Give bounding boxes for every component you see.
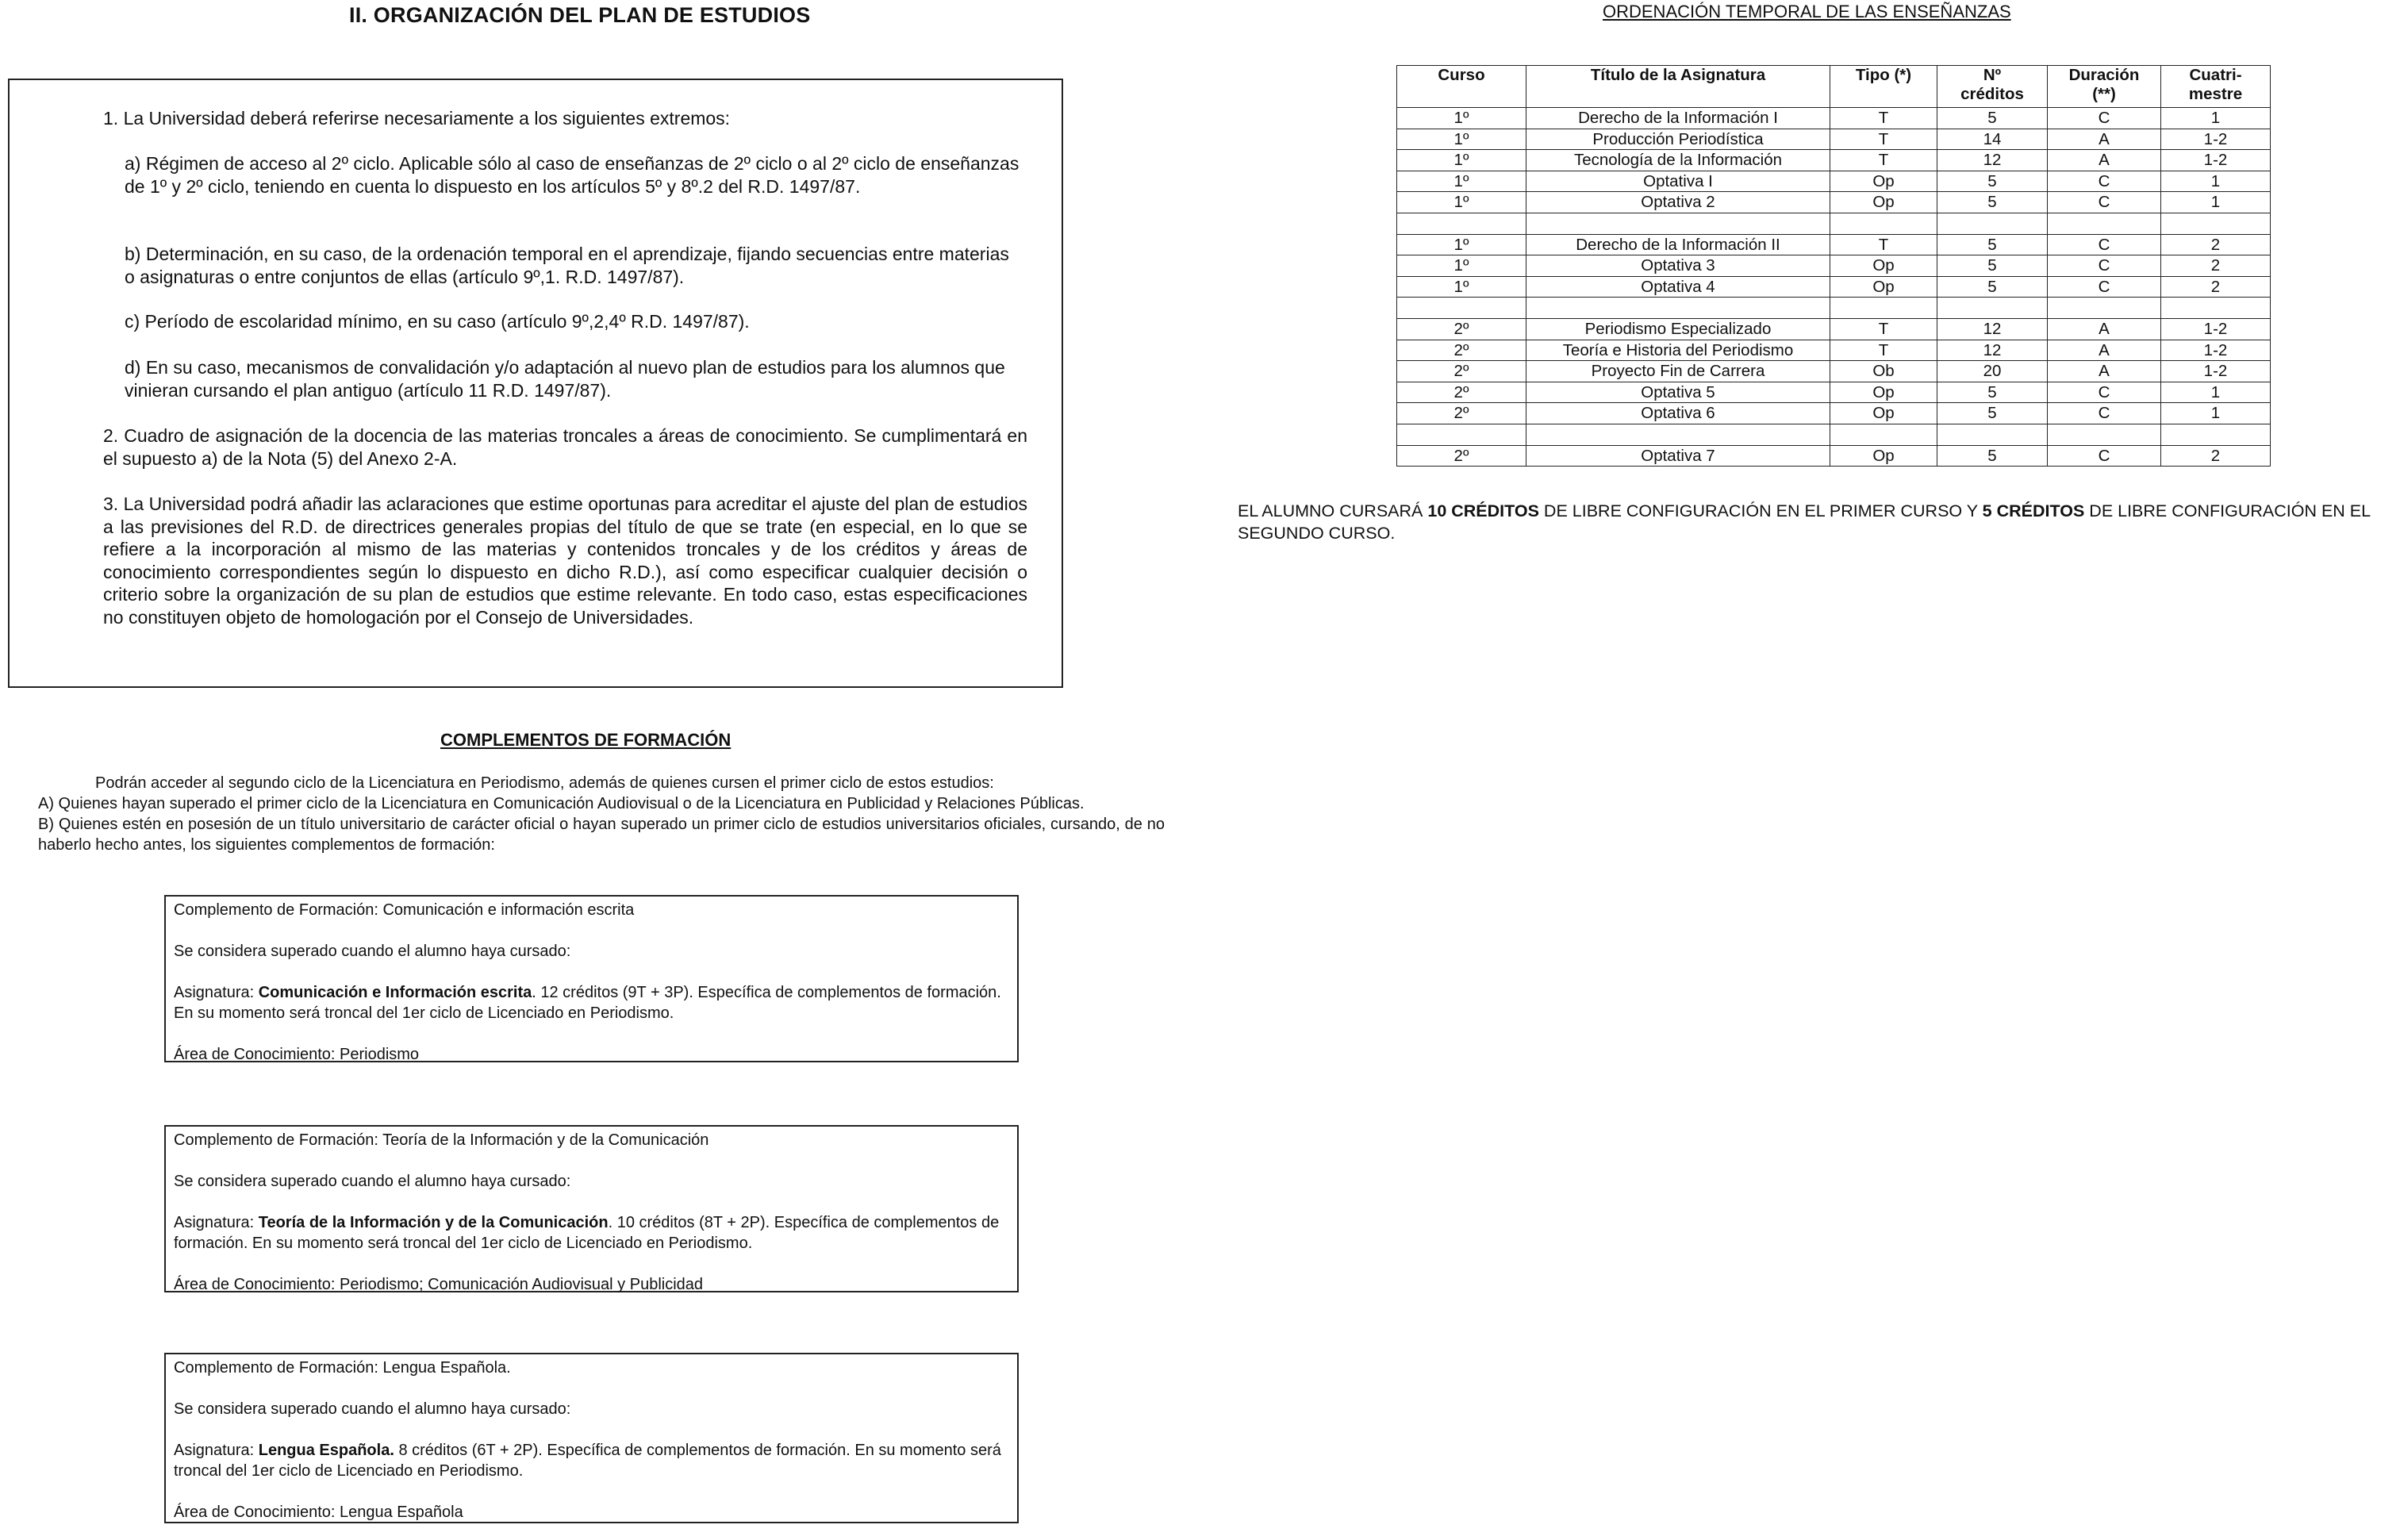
cell-cuatrimestre: 1-2: [2161, 318, 2271, 340]
cell-tipo: Op: [1830, 445, 1937, 467]
table-spacer-row: [1397, 213, 2271, 234]
table-row: [1397, 255, 2271, 277]
cell-tipo: Op: [1830, 276, 1937, 298]
org-item-d: d) En su caso, mecanismos de convalidación y/o adaptación al nuevo plan de estudios para los alumnos que vinieran cursando el plan antiguo (artículo 11 R.D. 1497/87).: [125, 357, 1005, 401]
cell-creditos: 5: [1937, 255, 2048, 277]
complemento-heading: Complemento de Formación: Lengua Española.: [174, 1359, 511, 1377]
cell-titulo: Proyecto Fin de Carrera: [1526, 361, 1830, 382]
cell-tipo: [1830, 424, 1937, 445]
cell-tipo: T: [1830, 150, 1937, 171]
section-title-organizacion: II. ORGANIZACIÓN DEL PLAN DE ESTUDIOS: [349, 3, 811, 27]
cell-curso: 1º: [1397, 276, 1526, 298]
complemento-area: Área de Conocimiento: Periodismo; Comunicación Audiovisual y Publicidad: [174, 1276, 704, 1293]
organizacion-box: [8, 79, 1063, 688]
cell-curso: 2º: [1397, 382, 1526, 403]
complemento-area: Área de Conocimiento: Lengua Española: [174, 1504, 463, 1521]
complementos-intro: [38, 773, 1165, 855]
cell-curso: 1º: [1397, 255, 1526, 277]
cell-titulo: [1526, 424, 1830, 445]
org-item-a: a) Régimen de acceso al 2º ciclo. Aplicable sólo al caso de enseñanzas de 2º ciclo o al 2º ciclo de enseñanzas de 1º y 2º ciclo, teniendo en cuenta lo dispuesto en los artículos 5º y 8º.2 del R.D. 1497/87.: [125, 153, 1020, 197]
cell-tipo: Op: [1830, 382, 1937, 403]
cell-tipo: T: [1830, 108, 1937, 129]
cell-titulo: Optativa 2: [1526, 192, 1830, 213]
cell-cuatrimestre: 1: [2161, 171, 2271, 192]
cell-creditos: 14: [1937, 129, 2048, 150]
org-item-b: b) Determinación, en su caso, de la ordenación temporal en el aprendizaje, fijando secuencias entre materias o asignaturas o entre conjuntos de ellas (artículo 9º,1. R.D. 1497/87).: [125, 244, 1009, 287]
cell-cuatrimestre: 1-2: [2161, 129, 2271, 150]
cell-duracion: C: [2048, 445, 2161, 467]
org-item-c: c) Período de escolaridad mínimo, en su caso (artículo 9º,2,4º R.D. 1497/87).: [125, 311, 750, 332]
cell-creditos: 5: [1937, 445, 2048, 467]
cell-tipo: Op: [1830, 255, 1937, 277]
table-row: [1397, 150, 2271, 171]
complemento-superado: Se considera superado cuando el alumno haya cursado:: [174, 1400, 571, 1418]
cell-titulo: Teoría e Historia del Periodismo: [1526, 340, 1830, 361]
note-text-3: DE LIBRE CONFIGURACIÓN EN EL SEGUNDO CURSO.: [1238, 501, 2371, 543]
cell-duracion: [2048, 213, 2161, 234]
org-item-1: 1. La Universidad deberá referirse necesariamente a los siguientes extremos:: [103, 108, 731, 129]
cell-tipo: Op: [1830, 171, 1937, 192]
table-row: [1397, 108, 2271, 129]
cell-creditos: 12: [1937, 340, 2048, 361]
cell-tipo: Op: [1830, 192, 1937, 213]
complemento-box-3: [164, 1353, 1019, 1523]
cell-creditos: 20: [1937, 361, 2048, 382]
cell-creditos: 5: [1937, 234, 2048, 255]
cell-creditos: 5: [1937, 192, 2048, 213]
cell-creditos: [1937, 424, 2048, 445]
cell-creditos: 12: [1937, 318, 2048, 340]
header-titulo: Título de la Asignatura: [1526, 66, 1830, 108]
cell-titulo: Optativa 5: [1526, 382, 1830, 403]
cell-curso: 1º: [1397, 108, 1526, 129]
table-row: [1397, 340, 2271, 361]
cell-duracion: [2048, 424, 2161, 445]
libre-configuracion-note: [1238, 500, 2396, 544]
cell-curso: [1397, 213, 1526, 234]
cell-titulo: Derecho de la Información II: [1526, 234, 1830, 255]
cell-curso: 2º: [1397, 403, 1526, 424]
cell-duracion: C: [2048, 108, 2161, 129]
cell-titulo: Optativa 4: [1526, 276, 1830, 298]
cell-cuatrimestre: [2161, 298, 2271, 319]
cell-creditos: [1937, 213, 2048, 234]
cell-duracion: C: [2048, 234, 2161, 255]
table-row: [1397, 361, 2271, 382]
table-header-row: [1397, 66, 2271, 108]
section-title-ordenacion: ORDENACIÓN TEMPORAL DE LAS ENSEÑANZAS: [1603, 2, 2011, 21]
cell-cuatrimestre: [2161, 213, 2271, 234]
intro-paragraph: Podrán acceder al segundo ciclo de la Licenciatura en Periodismo, además de quienes cursen el primer ciclo de estos estudios:: [95, 774, 994, 792]
note-bold-1: 10 CRÉDITOS: [1427, 501, 1539, 520]
cell-duracion: C: [2048, 255, 2161, 277]
cell-duracion: A: [2048, 318, 2161, 340]
cell-cuatrimestre: 1-2: [2161, 361, 2271, 382]
cell-titulo: Tecnología de la Información: [1526, 150, 1830, 171]
cell-creditos: 5: [1937, 108, 2048, 129]
cell-cuatrimestre: 1: [2161, 192, 2271, 213]
cell-cuatrimestre: 1: [2161, 403, 2271, 424]
cell-titulo: Producción Periodística: [1526, 129, 1830, 150]
cell-duracion: C: [2048, 171, 2161, 192]
cell-curso: 1º: [1397, 129, 1526, 150]
cell-curso: 1º: [1397, 234, 1526, 255]
cell-cuatrimestre: 1: [2161, 108, 2271, 129]
table-row: [1397, 403, 2271, 424]
cell-cuatrimestre: 2: [2161, 445, 2271, 467]
org-item-2: 2. Cuadro de asignación de la docencia de las materias troncales a áreas de conocimiento. Se cumplimentará en el supuesto a) de la Nota (5) del Anexo 2-A.: [103, 425, 1027, 469]
cell-curso: 1º: [1397, 192, 1526, 213]
cell-duracion: C: [2048, 192, 2161, 213]
cell-cuatrimestre: 2: [2161, 276, 2271, 298]
note-bold-2: 5 CRÉDITOS: [1982, 501, 2085, 520]
cell-titulo: [1526, 298, 1830, 319]
cell-tipo: Op: [1830, 403, 1937, 424]
cell-cuatrimestre: 1: [2161, 382, 2271, 403]
complemento-asignatura: Asignatura: Lengua Española. 8 créditos (6T + 2P). Específica de complementos de formación. En su momento será troncal del 1er ciclo de Licenciado en Periodismo.: [174, 1442, 1001, 1480]
table-row: [1397, 129, 2271, 150]
cell-curso: 1º: [1397, 150, 1526, 171]
cell-titulo: Periodismo Especializado: [1526, 318, 1830, 340]
note-text-1: EL ALUMNO CURSARÁ: [1238, 501, 1428, 520]
cell-titulo: Optativa 3: [1526, 255, 1830, 277]
complemento-heading: Complemento de Formación: Comunicación e información escrita: [174, 901, 635, 919]
complemento-heading: Complemento de Formación: Teoría de la Información y de la Comunicación: [174, 1131, 709, 1149]
cell-creditos: 12: [1937, 150, 2048, 171]
table-row: [1397, 192, 2271, 213]
header-cuatrimestre: Cuatri- mestre: [2161, 66, 2271, 108]
table-spacer-row: [1397, 298, 2271, 319]
cell-duracion: A: [2048, 361, 2161, 382]
cell-tipo: [1830, 298, 1937, 319]
header-duracion: Duración (**): [2048, 66, 2161, 108]
complemento-box-2: [164, 1125, 1019, 1292]
table-row: [1397, 171, 2271, 192]
cell-curso: 2º: [1397, 445, 1526, 467]
table-row: [1397, 234, 2271, 255]
complementos-title: COMPLEMENTOS DE FORMACIÓN: [440, 730, 732, 750]
complemento-asignatura: Asignatura: Comunicación e Información escrita. 12 créditos (9T + 3P). Específica de complementos de formación. En su momento será troncal del 1er ciclo de Licenciado en Periodismo.: [174, 984, 1001, 1022]
cell-titulo: Optativa I: [1526, 171, 1830, 192]
cell-duracion: A: [2048, 129, 2161, 150]
cell-duracion: C: [2048, 382, 2161, 403]
org-item-3: 3. La Universidad podrá añadir las aclaraciones que estime oportunas para acreditar el ajuste del plan de estudios a las previsiones del R.D. de directrices generales propias del título de que se trate (en especial, en lo que se refiere a la incorporación al mismo de las materias y contenidos troncales y de los créditos y áreas de conocimiento correspondientes según lo dispuesto en dicho R.D.), así como especificar cualquier decisión o criterio sobre la organización de su plan de estudios que estime relevante. En todo caso, estas especificaciones no constituyen objeto de homologación por el Consejo de Universidades.: [103, 493, 1027, 628]
intro-option-a: A) Quienes hayan superado el primer ciclo de la Licenciatura en Comunicación Audiovisual o de la Licenciatura en Publicidad y Relaciones Públicas.: [38, 795, 1085, 812]
table-row: [1397, 445, 2271, 467]
cell-tipo: T: [1830, 234, 1937, 255]
cell-curso: 2º: [1397, 361, 1526, 382]
cell-cuatrimestre: 1-2: [2161, 150, 2271, 171]
complemento-box-1: [164, 895, 1019, 1062]
cell-creditos: 5: [1937, 171, 2048, 192]
cell-cuatrimestre: 2: [2161, 255, 2271, 277]
cell-creditos: [1937, 298, 2048, 319]
header-tipo: Tipo (*): [1830, 66, 1937, 108]
cell-curso: [1397, 424, 1526, 445]
table-row: [1397, 318, 2271, 340]
cell-titulo: Optativa 6: [1526, 403, 1830, 424]
table-row: [1397, 276, 2271, 298]
header-curso: Curso: [1397, 66, 1526, 108]
cell-duracion: C: [2048, 276, 2161, 298]
cell-curso: 1º: [1397, 171, 1526, 192]
cell-duracion: A: [2048, 150, 2161, 171]
cell-tipo: T: [1830, 340, 1937, 361]
complemento-asignatura: Asignatura: Teoría de la Información y de la Comunicación. 10 créditos (8T + 2P). Específica de complementos de formación. En su momento será troncal del 1er ciclo de Licenciado en Periodismo.: [174, 1214, 1000, 1252]
cell-creditos: 5: [1937, 403, 2048, 424]
cell-duracion: A: [2048, 340, 2161, 361]
complemento-area: Área de Conocimiento: Periodismo: [174, 1046, 420, 1063]
cell-duracion: [2048, 298, 2161, 319]
cell-curso: 2º: [1397, 318, 1526, 340]
complemento-superado: Se considera superado cuando el alumno haya cursado:: [174, 943, 571, 960]
note-text-2: DE LIBRE CONFIGURACIÓN EN EL PRIMER CURSO Y: [1538, 501, 1983, 520]
cell-duracion: C: [2048, 403, 2161, 424]
cell-curso: 2º: [1397, 340, 1526, 361]
cell-titulo: Optativa 7: [1526, 445, 1830, 467]
table-spacer-row: [1397, 424, 2271, 445]
cell-titulo: Derecho de la Información I: [1526, 108, 1830, 129]
complemento-superado: Se considera superado cuando el alumno haya cursado:: [174, 1173, 571, 1190]
ordenacion-table: [1396, 65, 2271, 467]
cell-curso: [1397, 298, 1526, 319]
cell-creditos: 5: [1937, 276, 2048, 298]
cell-tipo: Ob: [1830, 361, 1937, 382]
table-row: [1397, 382, 2271, 403]
cell-cuatrimestre: 2: [2161, 234, 2271, 255]
cell-tipo: [1830, 213, 1937, 234]
header-creditos: Nº créditos: [1937, 66, 2048, 108]
intro-option-b: B) Quienes estén en posesión de un título universitario de carácter oficial o hayan superado un primer ciclo de estudios universitarios oficiales, cursando, de no haberlo hecho antes, los siguientes complementos de formación:: [38, 816, 1165, 854]
table-body: [1397, 108, 2271, 467]
cell-creditos: 5: [1937, 382, 2048, 403]
cell-tipo: T: [1830, 129, 1937, 150]
cell-cuatrimestre: 1-2: [2161, 340, 2271, 361]
cell-cuatrimestre: [2161, 424, 2271, 445]
cell-titulo: [1526, 213, 1830, 234]
cell-tipo: T: [1830, 318, 1937, 340]
